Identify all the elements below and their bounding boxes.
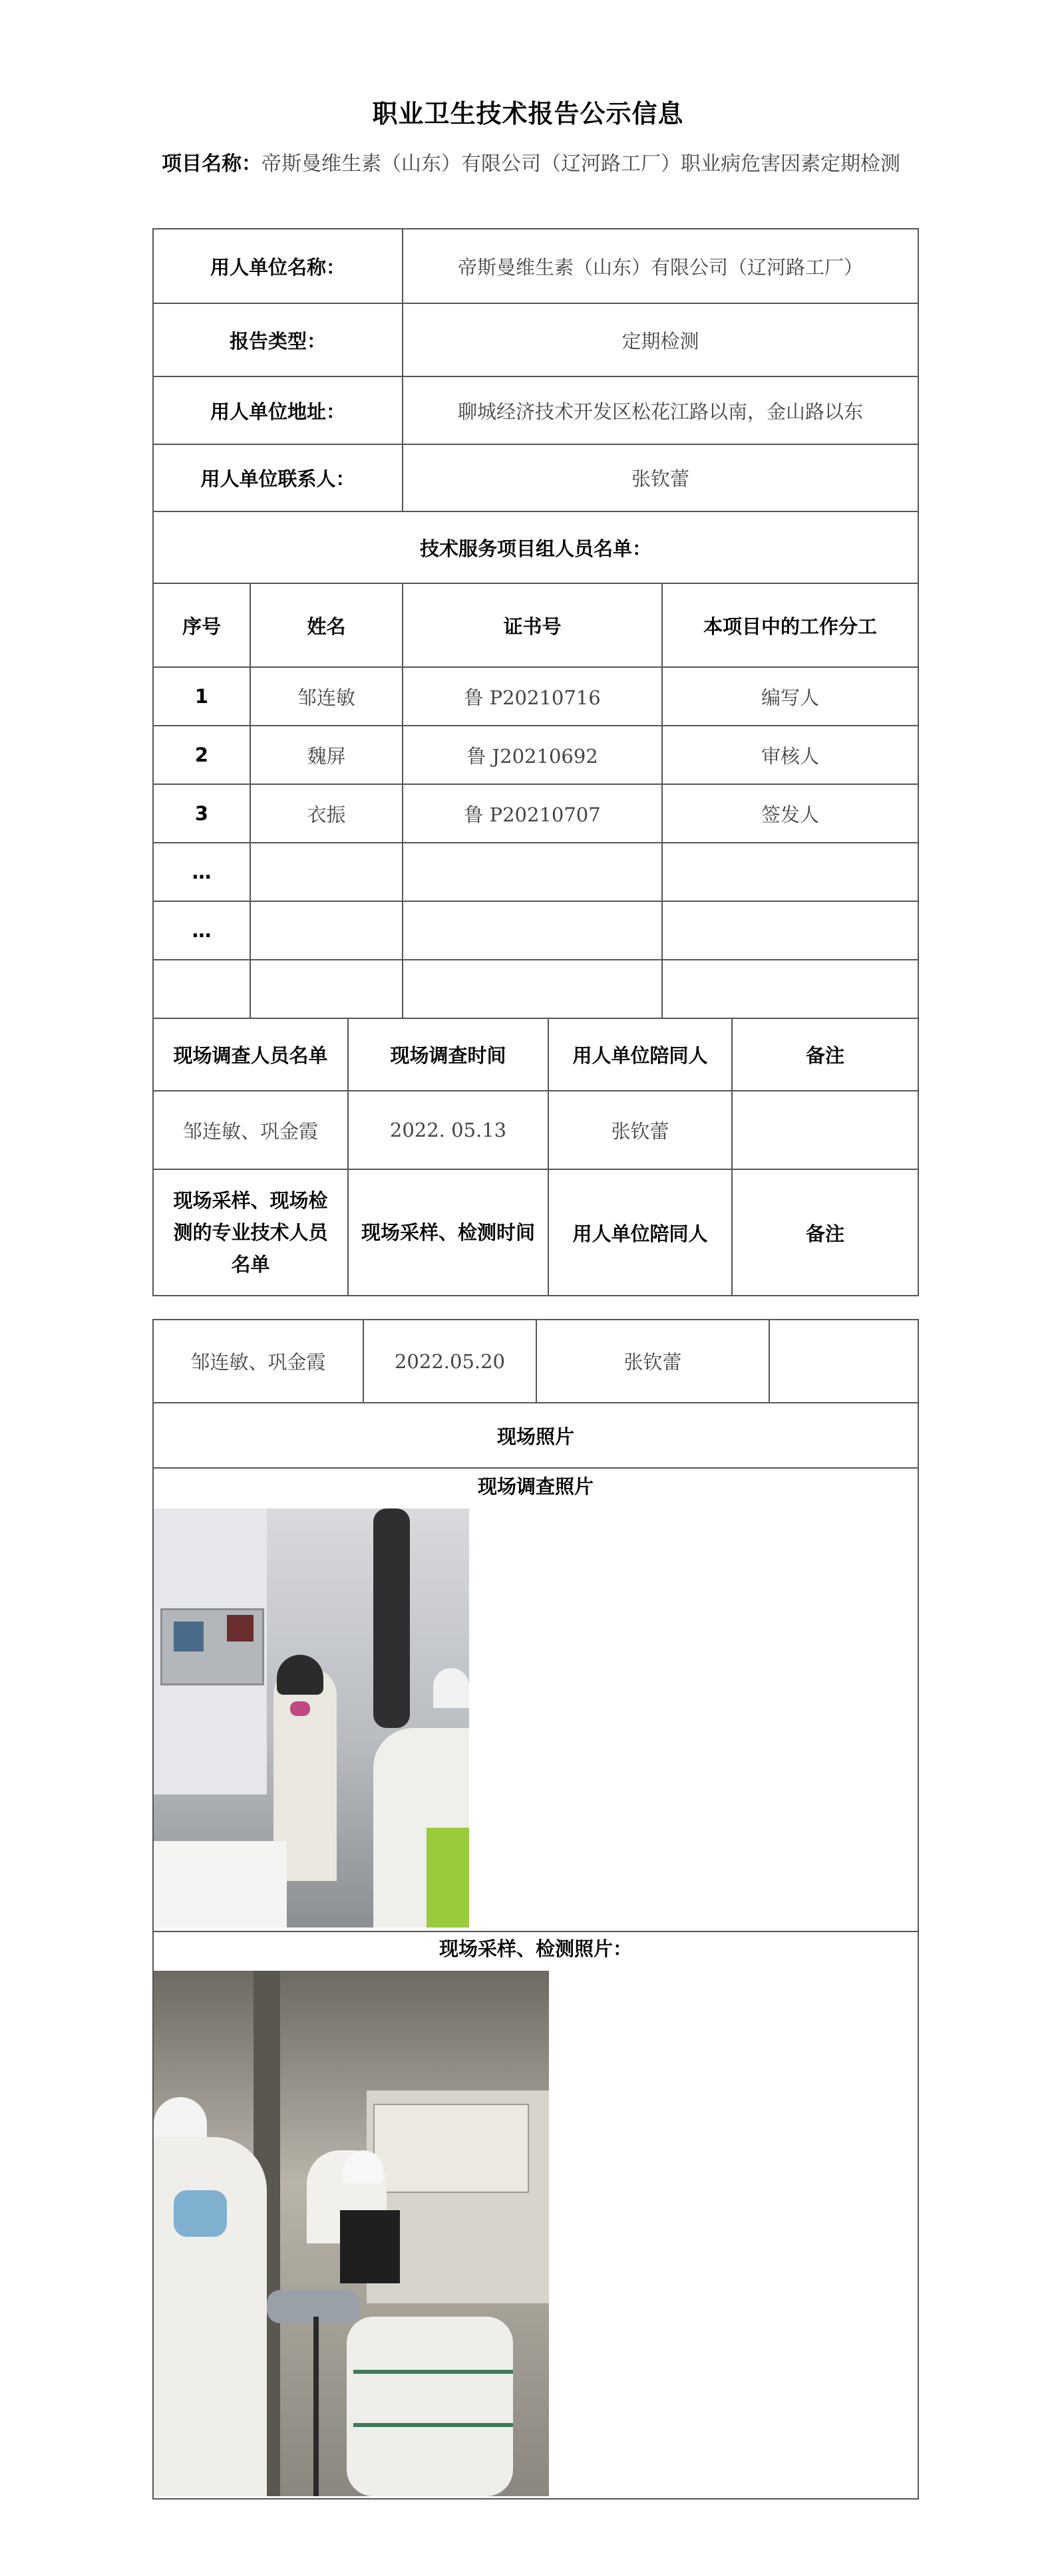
table-row (153, 901, 918, 960)
team-row-role (662, 843, 918, 901)
survey-time: 2022. 05.13 (348, 1091, 548, 1169)
project-name (162, 143, 914, 186)
team-header-cert: 证书号 (403, 583, 662, 667)
survey-header-escort: 用人单位陪同人 (548, 1018, 732, 1091)
sampling-staff: 邹连敏、巩金霞 (153, 1320, 363, 1403)
company-address-value: 聊城经济技术开发区松花江路以南，金山路以东 (403, 376, 918, 444)
team-row-role (662, 960, 918, 1018)
survey-header-time: 现场调查时间 (348, 1018, 548, 1091)
team-row-name: 衣振 (250, 784, 403, 843)
team-row-role: 审核人 (662, 726, 918, 784)
sampling-header-escort: 用人单位陪同人 (548, 1169, 732, 1296)
survey-header-note: 备注 (732, 1018, 918, 1091)
team-row-role: 签发人 (662, 784, 918, 843)
team-row-no: … (153, 901, 250, 960)
page-title: 职业卫生技术报告公示信息 (372, 99, 684, 128)
sampling-photo-cell (153, 1932, 918, 2499)
team-header-name: 姓名 (250, 583, 403, 667)
table-row (153, 960, 918, 1018)
team-row-cert (403, 960, 662, 1018)
team-row-cert: 鲁 J20210692 (403, 726, 662, 784)
company-address-label: 用人单位地址： (153, 376, 403, 444)
company-name-value: 帝斯曼维生素（山东）有限公司（辽河路工厂） (403, 229, 918, 303)
team-header-role: 本项目中的工作分工 (662, 583, 918, 667)
team-row-cert (403, 843, 662, 901)
team-list-title: 技术服务项目组人员名单： (153, 511, 918, 583)
photos-table (152, 1319, 919, 2500)
sampling-header-note: 备注 (732, 1169, 918, 1296)
project-name-label: 项目名称： (162, 152, 262, 176)
survey-header-staff: 现场调查人员名单 (153, 1018, 348, 1091)
team-row-name (250, 843, 403, 901)
report-type-value: 定期检测 (403, 303, 918, 376)
team-row-name: 邹连敏 (250, 667, 403, 726)
report-type-label: 报告类型： (153, 303, 403, 376)
survey-photo-cell (153, 1468, 918, 1932)
sampling-header-time: 现场采样、检测时间 (348, 1169, 548, 1296)
sampling-photo-caption: 现场采样、检测照片： (439, 1937, 632, 1960)
team-row-no: 3 (153, 784, 250, 843)
sampling-time: 2022.05.20 (363, 1320, 536, 1403)
table-row (153, 843, 918, 901)
team-header-no: 序号 (153, 583, 250, 667)
team-row-cert: 鲁 P20210716 (403, 667, 662, 726)
survey-photo-caption: 现场调查照片 (477, 1475, 594, 1498)
report-info-table (152, 228, 919, 1296)
table-row (153, 726, 918, 784)
team-row-name (250, 901, 403, 960)
team-row-cert (403, 901, 662, 960)
team-row-no (153, 960, 250, 1018)
team-row-no: 2 (153, 726, 250, 784)
table-row (153, 784, 918, 843)
sampling-escort: 张钦蕾 (536, 1320, 769, 1403)
team-row-no: … (153, 843, 250, 901)
table-row (153, 667, 918, 726)
team-row-cert: 鲁 P20210707 (403, 784, 662, 843)
team-row-name: 魏屏 (250, 726, 403, 784)
survey-escort: 张钦蕾 (548, 1091, 732, 1169)
team-row-no: 1 (153, 667, 250, 726)
company-name-label: 用人单位名称： (153, 229, 403, 303)
survey-note (732, 1091, 918, 1169)
company-contact-value: 张钦蕾 (403, 444, 918, 511)
sampling-note (769, 1320, 918, 1403)
sampling-photo (154, 1971, 549, 2496)
team-row-name (250, 960, 403, 1018)
sampling-header-staff: 现场采样、现场检测的专业技术人员名单 (153, 1169, 348, 1296)
photos-title: 现场照片 (153, 1403, 918, 1468)
team-row-role: 编写人 (662, 667, 918, 726)
survey-staff: 邹连敏、巩金霞 (153, 1091, 348, 1169)
team-row-role (662, 901, 918, 960)
company-contact-label: 用人单位联系人： (153, 444, 403, 511)
survey-photo (154, 1508, 469, 1928)
project-name-value: 帝斯曼维生素（山东）有限公司（辽河路工厂）职业病危害因素定期检测 (262, 152, 900, 176)
